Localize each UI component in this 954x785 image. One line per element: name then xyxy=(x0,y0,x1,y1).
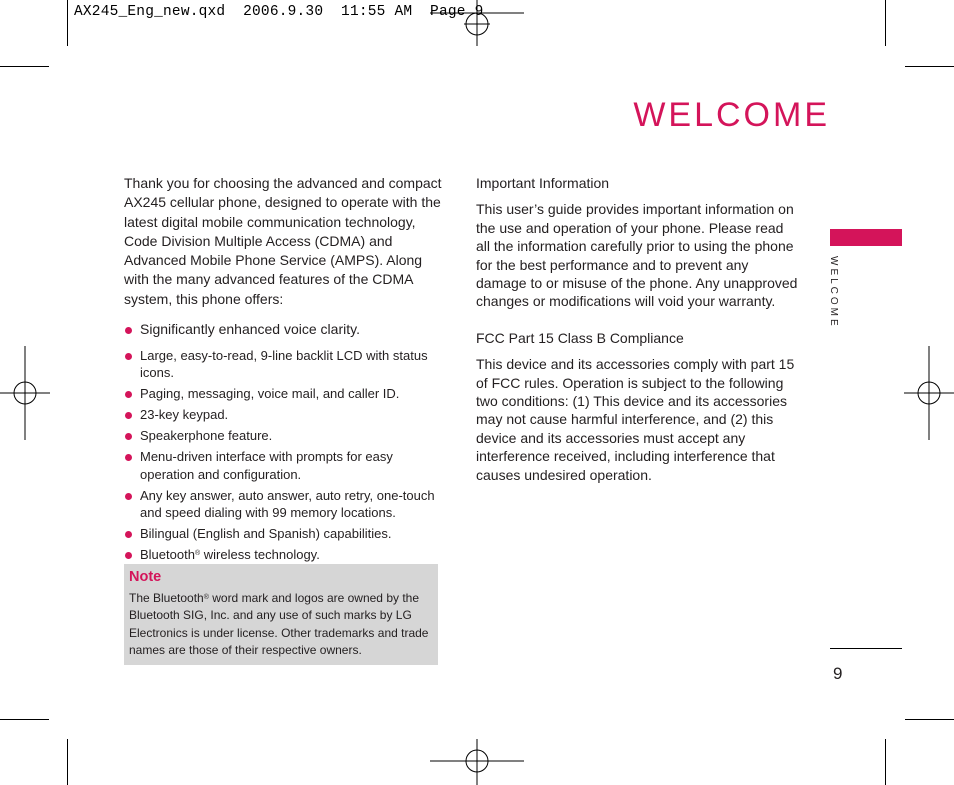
bullet-icon xyxy=(125,552,132,559)
list-item xyxy=(124,347,444,382)
bullet-icon xyxy=(125,391,132,398)
intro-paragraph: Thank you for choosing the advanced and compact AX245 cellular phone, designed to operate with the latest digital mobile communication technology, Code Division Multiple Access (CDMA) and Advanced Mobile Phone Service (AMPS). Along with the many advanced features of the CDMA system, this phone offers: xyxy=(124,175,442,307)
list-item xyxy=(124,525,444,543)
note-text xyxy=(129,590,433,659)
list-item xyxy=(124,321,444,339)
bullet-icon xyxy=(125,353,132,360)
list-item-text: Speakerphone feature. xyxy=(140,428,273,444)
list-item-text: 23-key keypad. xyxy=(140,407,229,423)
list-item xyxy=(124,448,444,483)
list-item-text: Paging, messaging, voice mail, and caller ID. xyxy=(140,386,400,402)
section-body-important: This user’s guide provides important information on the use and operation of your phone. Please read all the information carefully prior to using the phone for the best performance and to prevent any damage to or misuse of the phone. Any unapproved changes or modifications will void your warranty. xyxy=(476,201,798,310)
bullet-icon xyxy=(125,493,132,500)
note-title: Note xyxy=(129,569,162,585)
registration-mark-icon xyxy=(430,739,524,785)
bluetooth-word: Bluetooth xyxy=(140,547,195,563)
crop-mark xyxy=(885,0,886,46)
crop-mark xyxy=(905,66,954,67)
list-item-text: Any key answer, auto answer, auto retry, one-touch and speed dialing with 99 memory locations. xyxy=(140,487,435,521)
note-box xyxy=(124,564,438,665)
bullet-icon xyxy=(125,454,132,461)
list-item-text: Significantly enhanced voice clarity. xyxy=(140,321,360,338)
right-column xyxy=(476,174,798,502)
section-tab-label: WELCOME xyxy=(828,256,839,329)
list-item-text: Large, easy-to-read, 9-line backlit LCD with status icons. xyxy=(140,347,428,381)
section-heading-important: Important Information xyxy=(476,175,610,191)
crop-mark xyxy=(0,66,49,67)
left-column xyxy=(124,174,444,567)
section-tab xyxy=(830,229,902,246)
section-body-fcc: This device and its accessories comply with part 15 of FCC rules. Operation is subject to the following two conditions: (1) This device and its accessories may not cause harmful interference, and (2) this device and its accessories must accept any interference received, including interference that causes undesired operation. xyxy=(476,356,795,483)
note-body: word mark and logos are owned by the Bluetooth SIG, Inc. and any use of such marks by LG Electronics is under license. Other trademarks and trade names are those of their respective owners. xyxy=(129,591,429,657)
list-item-text: Bilingual (English and Spanish) capabilities. xyxy=(140,526,392,542)
list-item xyxy=(124,385,444,403)
feature-list xyxy=(124,321,444,564)
section-heading-fcc: FCC Part 15 Class B Compliance xyxy=(476,329,684,346)
crop-mark xyxy=(0,719,49,720)
crop-mark xyxy=(885,739,886,785)
bullet-icon xyxy=(125,433,132,440)
registered-mark: ® xyxy=(203,594,209,601)
page-title: WELCOME xyxy=(633,96,830,134)
crop-mark xyxy=(905,719,954,720)
list-item xyxy=(124,546,444,564)
registered-mark: ® xyxy=(194,550,201,558)
bullet-icon xyxy=(125,531,132,538)
registration-mark-icon xyxy=(0,346,50,440)
printer-slug: AX245_Eng_new.qxd 2006.9.30 11:55 AM Page 9 xyxy=(74,4,484,20)
registration-mark-icon xyxy=(430,0,524,46)
crop-mark xyxy=(67,739,68,785)
list-item xyxy=(124,406,444,424)
bullet-icon xyxy=(125,327,132,334)
bullet-icon xyxy=(125,412,132,419)
page-number: 9 xyxy=(833,664,843,683)
list-item xyxy=(124,427,444,445)
page-number-rule xyxy=(830,648,902,649)
crop-mark xyxy=(67,0,68,46)
list-item-text: wireless technology. xyxy=(203,547,320,563)
list-item-text: Menu-driven interface with prompts for easy operation and configuration. xyxy=(140,449,393,482)
note-bluetooth-word: The Bluetooth xyxy=(129,591,204,605)
list-item xyxy=(124,487,444,522)
registration-mark-icon xyxy=(904,346,954,440)
